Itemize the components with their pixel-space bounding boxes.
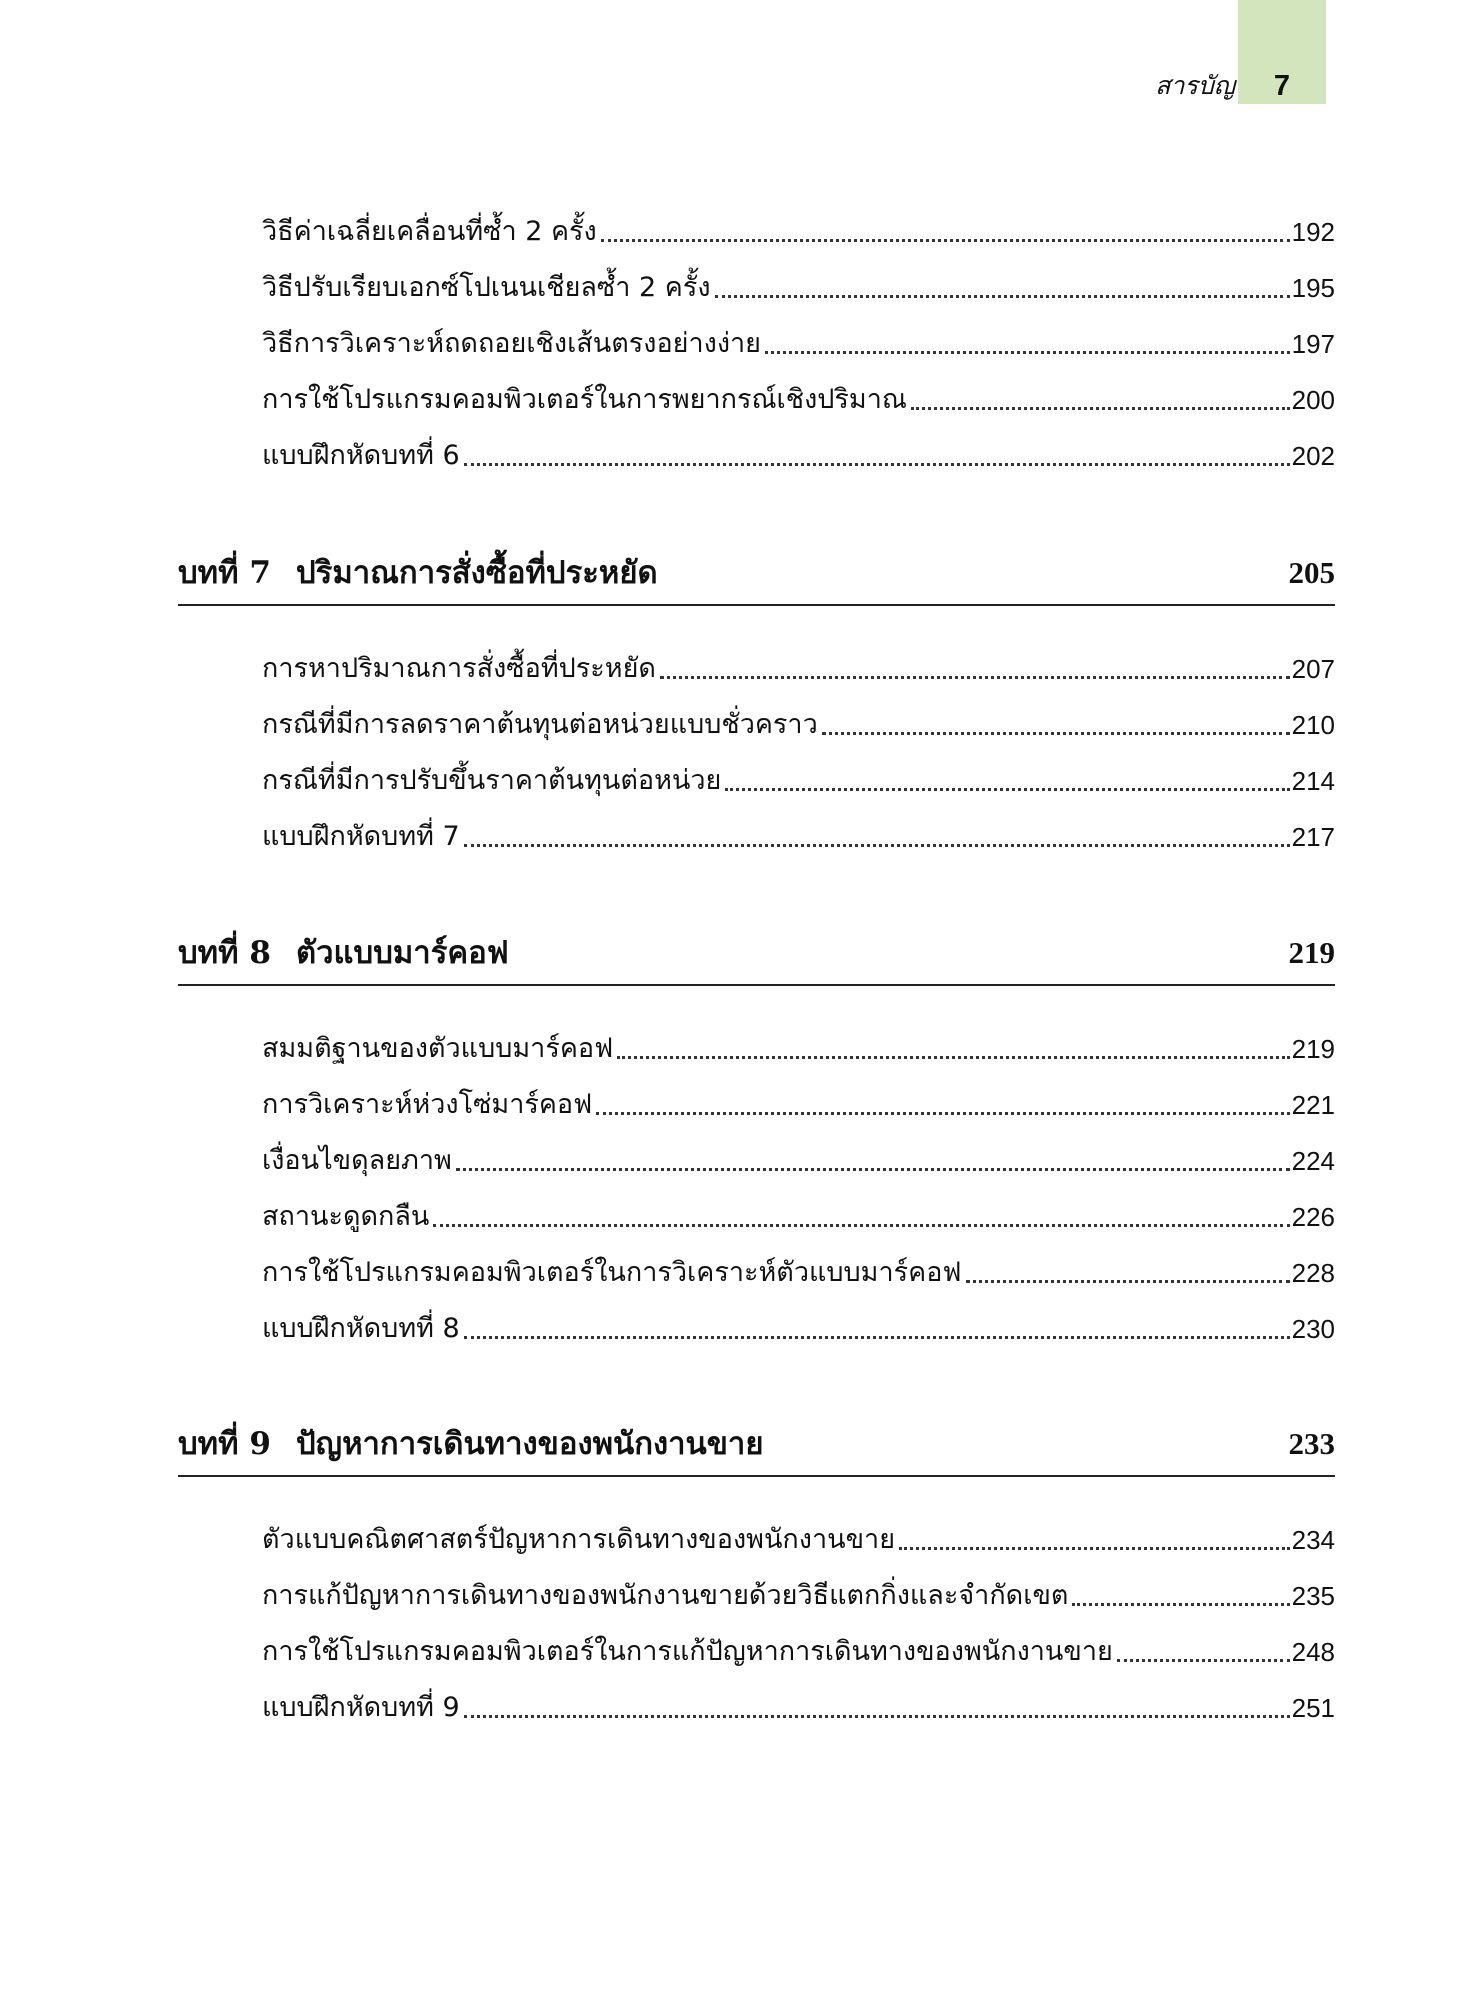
toc-entry-page: 248 <box>1291 1637 1335 1667</box>
chapter-label: บทที่ 9 <box>178 1426 271 1462</box>
toc-entry-page: 197 <box>1291 329 1335 359</box>
toc-entry-page: 221 <box>1291 1090 1335 1120</box>
chapter-label: บทที่ 8 <box>178 935 271 971</box>
dot-leader <box>966 1279 1290 1283</box>
toc-entry-page: 214 <box>1291 766 1335 796</box>
toc-entry[interactable] <box>262 206 1335 252</box>
page-number: 7 <box>1273 70 1291 102</box>
dot-leader <box>456 1167 1290 1171</box>
toc-entry[interactable] <box>262 1079 1335 1125</box>
toc-entry-title: กรณีที่มีการลดราคาต้นทุนต่อหน่วยแบบชั่วคราว <box>262 709 818 740</box>
chapter-title: ตัวแบบมาร์คอฟ <box>296 935 509 971</box>
toc-entry-title: การหาปริมาณการสั่งซื้อที่ประหยัด <box>262 653 656 684</box>
dot-leader <box>464 843 1290 847</box>
toc-entry[interactable] <box>262 1514 1335 1560</box>
toc-entry-title: สมมติฐานของตัวแบบมาร์คอฟ <box>262 1033 614 1064</box>
dot-leader <box>464 1714 1290 1718</box>
toc-entry-page: 195 <box>1291 273 1335 303</box>
toc-entry[interactable] <box>262 1626 1335 1672</box>
toc-entry[interactable] <box>262 699 1335 745</box>
toc-entry-title: วิธีการวิเคราะห์ถดถอยเชิงเส้นตรงอย่างง่าย <box>262 328 761 359</box>
toc-entry[interactable] <box>262 1135 1335 1181</box>
dot-leader <box>822 731 1290 735</box>
dot-leader <box>1072 1602 1289 1606</box>
dot-leader <box>596 1111 1289 1115</box>
dot-leader <box>464 1335 1290 1339</box>
toc-entry-title: การใช้โปรแกรมคอมพิวเตอร์ในการวิเคราะห์ตัวแบบมาร์คอฟ <box>262 1257 962 1288</box>
dot-leader <box>617 1055 1289 1059</box>
toc-entry[interactable] <box>262 1682 1335 1728</box>
chapter-label: บทที่ 7 <box>178 555 271 591</box>
dot-leader <box>899 1546 1290 1550</box>
dot-leader <box>715 294 1290 298</box>
toc-entry-page: 210 <box>1291 710 1335 740</box>
toc-entry-page: 192 <box>1291 217 1335 247</box>
toc-entry-title: การแก้ปัญหาการเดินทางของพนักงานขายด้วยวิธีแตกกิ่งและจำกัดเขต <box>262 1580 1069 1611</box>
section-label: สารบัญ <box>1155 71 1235 100</box>
toc-entry[interactable] <box>262 811 1335 857</box>
toc-entry-page: 228 <box>1291 1258 1335 1288</box>
chapter-divider <box>178 1475 1335 1477</box>
chapter-page: 233 <box>1288 1426 1335 1461</box>
toc-entry-title: แบบฝึกหัดบทที่ 7 <box>262 821 460 852</box>
chapter-title: ปริมาณการสั่งซื้อที่ประหยัด <box>296 555 658 591</box>
toc-entry-title: แบบฝึกหัดบทที่ 6 <box>262 440 460 471</box>
page-number-tab <box>1238 0 1326 104</box>
toc-entry-title: การใช้โปรแกรมคอมพิวเตอร์ในการแก้ปัญหาการเดินทางของพนักงานขาย <box>262 1636 1113 1667</box>
chapter-heading-9[interactable] <box>178 1405 1335 1467</box>
toc-entry-page: 207 <box>1291 654 1335 684</box>
toc-entry-page: 251 <box>1291 1693 1335 1723</box>
dot-leader <box>765 350 1290 354</box>
toc-entry-page: 224 <box>1291 1146 1335 1176</box>
chapter-heading-8[interactable] <box>178 914 1335 976</box>
dot-leader <box>1117 1658 1290 1662</box>
dot-leader <box>660 675 1290 679</box>
chapter-divider <box>178 604 1335 606</box>
toc-entry-title: ตัวแบบคณิตศาสตร์ปัญหาการเดินทางของพนักงานขาย <box>262 1524 896 1555</box>
toc-entry-title: การวิเคราะห์ห่วงโซ่มาร์คอฟ <box>262 1089 593 1120</box>
dot-leader <box>911 406 1290 410</box>
toc-entry[interactable] <box>262 318 1335 364</box>
chapter-title: ปัญหาการเดินทางของพนักงานขาย <box>296 1426 764 1462</box>
chapter-page: 205 <box>1288 555 1335 590</box>
toc-entry-title: แบบฝึกหัดบทที่ 9 <box>262 1692 460 1723</box>
toc-entry-title: เงื่อนไขดุลยภาพ <box>262 1145 452 1176</box>
dot-leader <box>725 787 1289 791</box>
toc-entry[interactable] <box>262 374 1335 420</box>
toc-entry-title: การใช้โปรแกรมคอมพิวเตอร์ในการพยากรณ์เชิงปริมาณ <box>262 384 907 415</box>
toc-entry[interactable] <box>262 755 1335 801</box>
toc-entry-page: 217 <box>1291 822 1335 852</box>
toc-entry-title: กรณีที่มีการปรับขึ้นราคาต้นทุนต่อหน่วย <box>262 765 722 796</box>
dot-leader <box>433 1223 1289 1227</box>
toc-entry-title: แบบฝึกหัดบทที่ 8 <box>262 1313 460 1344</box>
toc-entry[interactable] <box>262 430 1335 476</box>
toc-entry[interactable] <box>262 1247 1335 1293</box>
chapter-heading-7[interactable] <box>178 534 1335 596</box>
chapter-page: 219 <box>1288 935 1335 970</box>
chapter-divider <box>178 984 1335 986</box>
dot-leader <box>464 462 1290 466</box>
toc-entry-title: วิธีปรับเรียบเอกซ์โปเนนเชียลซ้ำ 2 ครั้ง <box>262 272 711 303</box>
toc-entry-page: 235 <box>1291 1581 1335 1611</box>
toc-entry-page: 202 <box>1291 441 1335 471</box>
toc-entry[interactable] <box>262 262 1335 308</box>
toc-entry[interactable] <box>262 1023 1335 1069</box>
toc-entry-page: 226 <box>1291 1202 1335 1232</box>
toc-entry-page: 234 <box>1291 1525 1335 1555</box>
toc-entry[interactable] <box>262 643 1335 689</box>
toc-entry-page: 230 <box>1291 1314 1335 1344</box>
toc-entry-page: 200 <box>1291 385 1335 415</box>
toc-entry-title: วิธีค่าเฉลี่ยเคลื่อนที่ซ้ำ 2 ครั้ง <box>262 216 597 247</box>
toc-entry[interactable] <box>262 1303 1335 1349</box>
toc-entry-page: 219 <box>1291 1034 1335 1064</box>
toc-entry-title: สถานะดูดกลืน <box>262 1201 430 1232</box>
toc-entry[interactable] <box>262 1191 1335 1237</box>
toc-entry[interactable] <box>262 1570 1335 1616</box>
dot-leader <box>601 238 1290 242</box>
